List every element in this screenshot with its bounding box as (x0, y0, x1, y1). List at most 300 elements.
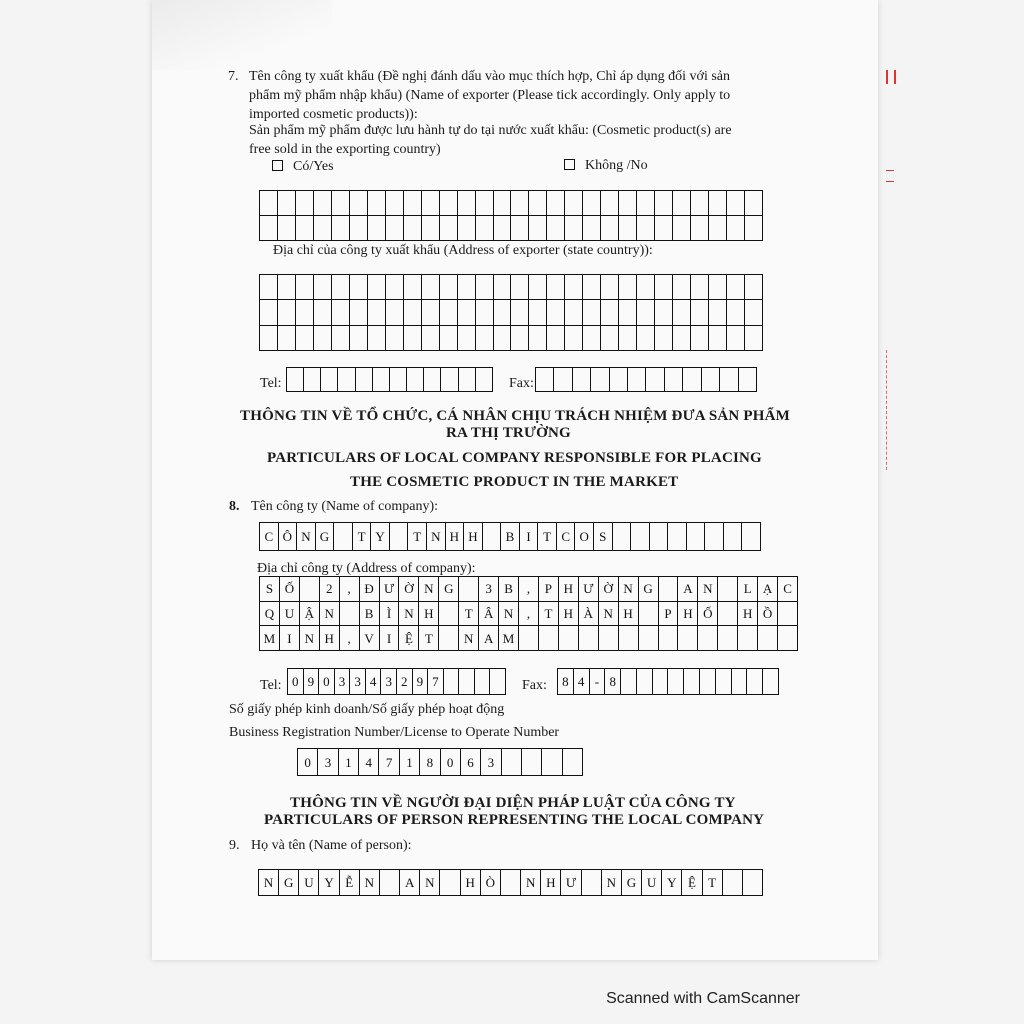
grid-cell[interactable] (511, 300, 529, 325)
grid-cell[interactable] (404, 326, 422, 351)
grid-cell[interactable] (287, 368, 304, 392)
grid-cell[interactable] (278, 300, 296, 325)
grid-cell[interactable] (539, 626, 559, 651)
grid-cell[interactable] (655, 326, 673, 351)
grid-cell[interactable]: 2 (320, 577, 340, 602)
grid-cell[interactable]: 3 (381, 669, 397, 695)
grid-cell[interactable] (380, 870, 400, 896)
grid-cell[interactable] (529, 216, 547, 241)
grid-cell[interactable] (422, 216, 440, 241)
grid-cell[interactable] (386, 216, 404, 241)
grid-cell[interactable] (476, 368, 493, 392)
grid-cell[interactable] (296, 216, 314, 241)
grid-cell[interactable] (536, 368, 554, 392)
grid-cell[interactable] (439, 626, 459, 651)
grid-cell[interactable]: N (599, 602, 619, 627)
grid-cell[interactable] (565, 191, 583, 216)
grid-cell[interactable]: 3 (350, 669, 366, 695)
grid-cell[interactable]: N (499, 602, 519, 627)
grid-cell[interactable] (547, 191, 565, 216)
grid-cell[interactable]: C (557, 523, 576, 551)
grid-cell[interactable]: Ờ (599, 577, 619, 602)
company-fax-grid[interactable] (557, 668, 779, 695)
grid-cell[interactable] (278, 275, 296, 300)
grid-cell[interactable]: S (594, 523, 613, 551)
grid-cell[interactable] (655, 191, 673, 216)
grid-cell[interactable] (583, 275, 601, 300)
grid-cell[interactable] (368, 191, 386, 216)
grid-cell[interactable] (386, 191, 404, 216)
grid-cell[interactable] (601, 191, 619, 216)
grid-cell[interactable]: Y (371, 523, 390, 551)
grid-cell[interactable] (619, 300, 637, 325)
grid-cell[interactable] (655, 300, 673, 325)
grid-cell[interactable] (705, 523, 724, 551)
grid-cell[interactable]: U (280, 602, 300, 627)
grid-cell[interactable] (368, 275, 386, 300)
grid-cell[interactable]: G (622, 870, 642, 896)
grid-cell[interactable]: 3 (335, 669, 351, 695)
grid-cell[interactable] (459, 577, 479, 602)
grid-cell[interactable] (727, 275, 745, 300)
grid-cell[interactable]: H (738, 602, 758, 627)
grid-cell[interactable] (511, 326, 529, 351)
grid-cell[interactable]: G (439, 577, 459, 602)
grid-cell[interactable] (390, 368, 407, 392)
grid-cell[interactable] (637, 300, 655, 325)
grid-cell[interactable] (619, 626, 639, 651)
grid-cell[interactable] (683, 368, 701, 392)
grid-cell[interactable] (296, 300, 314, 325)
grid-cell[interactable]: A (400, 870, 420, 896)
grid-cell[interactable] (745, 326, 763, 351)
grid-cell[interactable]: Ờ (399, 577, 419, 602)
exporter-name-grid[interactable] (259, 190, 763, 241)
grid-cell[interactable] (321, 368, 338, 392)
grid-cell[interactable] (404, 216, 422, 241)
grid-cell[interactable]: Ư (380, 577, 400, 602)
grid-cell[interactable] (350, 216, 368, 241)
grid-cell[interactable] (745, 191, 763, 216)
grid-cell[interactable] (390, 523, 409, 551)
grid-cell[interactable] (278, 216, 296, 241)
grid-cell[interactable] (350, 326, 368, 351)
grid-cell[interactable] (601, 216, 619, 241)
grid-cell[interactable] (583, 300, 601, 325)
grid-cell[interactable]: C (778, 577, 798, 602)
grid-cell[interactable] (673, 300, 691, 325)
grid-cell[interactable]: 7 (428, 669, 444, 695)
grid-cell[interactable] (547, 300, 565, 325)
grid-cell[interactable]: Ì (380, 602, 400, 627)
grid-cell[interactable]: N (420, 870, 440, 896)
grid-cell[interactable] (296, 326, 314, 351)
grid-cell[interactable] (332, 300, 350, 325)
grid-cell[interactable]: À (579, 602, 599, 627)
grid-cell[interactable]: N (427, 523, 446, 551)
grid-cell[interactable]: Q (260, 602, 280, 627)
grid-cell[interactable] (673, 326, 691, 351)
grid-cell[interactable] (542, 749, 562, 776)
grid-cell[interactable]: T (703, 870, 723, 896)
grid-cell[interactable] (547, 216, 565, 241)
grid-cell[interactable] (702, 368, 720, 392)
grid-cell[interactable] (742, 523, 761, 551)
grid-cell[interactable]: T (539, 602, 559, 627)
grid-cell[interactable] (637, 275, 655, 300)
grid-cell[interactable] (314, 326, 332, 351)
grid-cell[interactable] (490, 669, 506, 695)
grid-cell[interactable] (628, 368, 646, 392)
grid-cell[interactable]: H (464, 523, 483, 551)
grid-cell[interactable] (716, 669, 732, 695)
grid-cell[interactable] (631, 523, 650, 551)
grid-cell[interactable]: Đ (360, 577, 380, 602)
grid-cell[interactable]: P (659, 602, 679, 627)
grid-cell[interactable] (522, 749, 542, 776)
grid-cell[interactable] (601, 275, 619, 300)
grid-cell[interactable] (529, 300, 547, 325)
grid-cell[interactable] (653, 669, 669, 695)
grid-cell[interactable] (727, 300, 745, 325)
grid-cell[interactable]: Ệ (682, 870, 702, 896)
grid-cell[interactable] (300, 577, 320, 602)
grid-cell[interactable] (601, 326, 619, 351)
grid-cell[interactable] (582, 870, 602, 896)
grid-cell[interactable] (529, 275, 547, 300)
grid-cell[interactable]: 1 (339, 749, 359, 776)
grid-cell[interactable]: H (559, 577, 579, 602)
grid-cell[interactable] (691, 216, 709, 241)
grid-cell[interactable] (668, 523, 687, 551)
grid-cell[interactable]: N (459, 626, 479, 651)
grid-cell[interactable]: N (619, 577, 639, 602)
grid-cell[interactable]: , (340, 626, 360, 651)
exporter-tel-grid[interactable] (286, 367, 493, 392)
grid-cell[interactable] (332, 191, 350, 216)
grid-cell[interactable] (591, 368, 609, 392)
grid-cell[interactable] (260, 300, 278, 325)
grid-cell[interactable]: G (639, 577, 659, 602)
grid-cell[interactable] (668, 669, 684, 695)
grid-cell[interactable]: H (419, 602, 439, 627)
grid-cell[interactable] (458, 216, 476, 241)
grid-cell[interactable] (691, 300, 709, 325)
grid-cell[interactable] (709, 191, 727, 216)
grid-cell[interactable] (619, 216, 637, 241)
grid-cell[interactable]: M (499, 626, 519, 651)
grid-cell[interactable] (709, 326, 727, 351)
grid-cell[interactable] (476, 275, 494, 300)
grid-cell[interactable]: Â (479, 602, 499, 627)
grid-cell[interactable]: H (619, 602, 639, 627)
grid-cell[interactable]: 8 (420, 749, 440, 776)
grid-cell[interactable] (368, 326, 386, 351)
grid-cell[interactable] (738, 626, 758, 651)
grid-cell[interactable]: Ư (561, 870, 581, 896)
grid-cell[interactable] (619, 326, 637, 351)
grid-cell[interactable]: 3 (318, 749, 338, 776)
yes-option[interactable] (272, 158, 334, 175)
grid-cell[interactable]: U (299, 870, 319, 896)
grid-cell[interactable]: N (521, 870, 541, 896)
grid-cell[interactable] (673, 216, 691, 241)
grid-cell[interactable] (334, 523, 353, 551)
grid-cell[interactable] (494, 191, 512, 216)
grid-cell[interactable]: A (479, 626, 499, 651)
grid-cell[interactable]: N (399, 602, 419, 627)
grid-cell[interactable] (637, 216, 655, 241)
grid-cell[interactable] (501, 870, 521, 896)
grid-cell[interactable]: N (602, 870, 622, 896)
grid-cell[interactable] (459, 669, 475, 695)
grid-cell[interactable] (691, 191, 709, 216)
grid-cell[interactable] (743, 870, 763, 896)
grid-cell[interactable] (691, 275, 709, 300)
grid-cell[interactable] (655, 216, 673, 241)
grid-cell[interactable]: S (260, 577, 280, 602)
grid-cell[interactable] (691, 326, 709, 351)
grid-cell[interactable] (476, 216, 494, 241)
grid-cell[interactable]: N (320, 602, 340, 627)
grid-cell[interactable] (314, 275, 332, 300)
grid-cell[interactable] (529, 191, 547, 216)
grid-cell[interactable] (340, 602, 360, 627)
grid-cell[interactable] (639, 626, 659, 651)
grid-cell[interactable] (637, 326, 655, 351)
grid-cell[interactable] (723, 870, 743, 896)
grid-cell[interactable] (565, 216, 583, 241)
grid-cell[interactable] (304, 368, 321, 392)
grid-cell[interactable] (296, 275, 314, 300)
grid-cell[interactable] (314, 216, 332, 241)
no-option[interactable] (564, 157, 648, 174)
grid-cell[interactable] (350, 275, 368, 300)
grid-cell[interactable] (422, 275, 440, 300)
grid-cell[interactable]: O (575, 523, 594, 551)
grid-cell[interactable] (422, 300, 440, 325)
grid-cell[interactable]: - (590, 669, 606, 695)
grid-cell[interactable] (709, 300, 727, 325)
grid-cell[interactable]: Y (662, 870, 682, 896)
grid-cell[interactable] (511, 275, 529, 300)
grid-cell[interactable] (599, 626, 619, 651)
grid-cell[interactable]: B (501, 523, 520, 551)
grid-cell[interactable] (458, 326, 476, 351)
grid-cell[interactable]: N (419, 577, 439, 602)
grid-cell[interactable]: T (419, 626, 439, 651)
grid-cell[interactable] (459, 368, 476, 392)
grid-cell[interactable]: Ệ (399, 626, 419, 651)
grid-cell[interactable] (511, 191, 529, 216)
grid-cell[interactable]: , (340, 577, 360, 602)
grid-cell[interactable]: , (519, 602, 539, 627)
grid-cell[interactable] (720, 368, 738, 392)
grid-cell[interactable]: H (541, 870, 561, 896)
grid-cell[interactable] (439, 602, 459, 627)
grid-cell[interactable]: H (461, 870, 481, 896)
grid-cell[interactable] (529, 326, 547, 351)
grid-cell[interactable] (778, 626, 798, 651)
grid-cell[interactable] (296, 191, 314, 216)
grid-cell[interactable] (260, 216, 278, 241)
exporter-fax-grid[interactable] (535, 367, 757, 392)
grid-cell[interactable] (673, 191, 691, 216)
grid-cell[interactable]: 1 (400, 749, 420, 776)
grid-cell[interactable] (727, 191, 745, 216)
grid-cell[interactable] (332, 216, 350, 241)
grid-cell[interactable]: 9 (304, 669, 320, 695)
grid-cell[interactable]: H (559, 602, 579, 627)
grid-cell[interactable] (763, 669, 779, 695)
grid-cell[interactable] (494, 275, 512, 300)
grid-cell[interactable] (407, 368, 424, 392)
grid-cell[interactable] (519, 626, 539, 651)
grid-cell[interactable] (739, 368, 757, 392)
grid-cell[interactable]: P (539, 577, 559, 602)
grid-cell[interactable] (368, 216, 386, 241)
grid-cell[interactable] (547, 326, 565, 351)
grid-cell[interactable] (494, 300, 512, 325)
grid-cell[interactable] (350, 191, 368, 216)
grid-cell[interactable]: 3 (481, 749, 501, 776)
grid-cell[interactable] (483, 523, 502, 551)
grid-cell[interactable] (747, 669, 763, 695)
grid-cell[interactable] (573, 368, 591, 392)
grid-cell[interactable]: G (316, 523, 335, 551)
grid-cell[interactable] (444, 669, 460, 695)
grid-cell[interactable]: Y (319, 870, 339, 896)
no-checkbox[interactable] (564, 159, 575, 170)
grid-cell[interactable]: U (642, 870, 662, 896)
grid-cell[interactable] (475, 669, 491, 695)
grid-cell[interactable]: , (519, 577, 539, 602)
person-name-grid[interactable] (258, 869, 763, 896)
grid-cell[interactable] (718, 577, 738, 602)
grid-cell[interactable] (278, 191, 296, 216)
grid-cell[interactable] (476, 326, 494, 351)
grid-cell[interactable] (565, 326, 583, 351)
grid-cell[interactable]: 2 (397, 669, 413, 695)
grid-cell[interactable] (565, 300, 583, 325)
grid-cell[interactable] (332, 275, 350, 300)
grid-cell[interactable] (673, 275, 691, 300)
grid-cell[interactable] (441, 368, 458, 392)
grid-cell[interactable]: Ư (579, 577, 599, 602)
grid-cell[interactable]: Ạ (758, 577, 778, 602)
grid-cell[interactable] (583, 326, 601, 351)
grid-cell[interactable] (718, 602, 738, 627)
grid-cell[interactable] (563, 749, 583, 776)
grid-cell[interactable] (350, 300, 368, 325)
grid-cell[interactable]: 4 (574, 669, 590, 695)
grid-cell[interactable]: N (259, 870, 279, 896)
grid-cell[interactable] (709, 216, 727, 241)
grid-cell[interactable] (745, 275, 763, 300)
grid-cell[interactable]: N (300, 626, 320, 651)
grid-cell[interactable] (687, 523, 706, 551)
grid-cell[interactable]: N (698, 577, 718, 602)
grid-cell[interactable] (700, 669, 716, 695)
grid-cell[interactable] (778, 602, 798, 627)
grid-cell[interactable] (440, 275, 458, 300)
grid-cell[interactable] (368, 300, 386, 325)
grid-cell[interactable]: 0 (288, 669, 304, 695)
grid-cell[interactable] (476, 191, 494, 216)
grid-cell[interactable] (727, 326, 745, 351)
company-address-grid[interactable] (259, 576, 798, 651)
grid-cell[interactable] (698, 626, 718, 651)
grid-cell[interactable] (554, 368, 572, 392)
grid-cell[interactable] (511, 216, 529, 241)
grid-cell[interactable] (727, 216, 745, 241)
grid-cell[interactable]: 3 (479, 577, 499, 602)
grid-cell[interactable] (458, 300, 476, 325)
grid-cell[interactable] (659, 577, 679, 602)
grid-cell[interactable] (356, 368, 373, 392)
grid-cell[interactable] (458, 275, 476, 300)
grid-cell[interactable] (386, 275, 404, 300)
grid-cell[interactable] (659, 626, 679, 651)
yes-checkbox[interactable] (272, 160, 283, 171)
grid-cell[interactable] (422, 191, 440, 216)
grid-cell[interactable] (260, 275, 278, 300)
grid-cell[interactable] (260, 191, 278, 216)
grid-cell[interactable] (758, 626, 778, 651)
grid-cell[interactable]: B (360, 602, 380, 627)
grid-cell[interactable] (650, 523, 669, 551)
grid-cell[interactable] (709, 275, 727, 300)
grid-cell[interactable]: Ô (279, 523, 298, 551)
grid-cell[interactable] (621, 669, 637, 695)
grid-cell[interactable]: 0 (441, 749, 461, 776)
grid-cell[interactable] (583, 216, 601, 241)
grid-cell[interactable] (547, 275, 565, 300)
grid-cell[interactable]: 0 (298, 749, 318, 776)
grid-cell[interactable] (440, 870, 460, 896)
grid-cell[interactable]: N (360, 870, 380, 896)
grid-cell[interactable]: H (678, 602, 698, 627)
grid-cell[interactable] (579, 626, 599, 651)
grid-cell[interactable] (440, 300, 458, 325)
grid-cell[interactable]: H (320, 626, 340, 651)
grid-cell[interactable] (494, 326, 512, 351)
grid-cell[interactable] (404, 300, 422, 325)
grid-cell[interactable] (745, 300, 763, 325)
grid-cell[interactable]: B (499, 577, 519, 602)
grid-cell[interactable]: C (260, 523, 279, 551)
grid-cell[interactable] (639, 602, 659, 627)
grid-cell[interactable]: T (408, 523, 427, 551)
grid-cell[interactable]: I (380, 626, 400, 651)
grid-cell[interactable] (565, 275, 583, 300)
grid-cell[interactable]: T (538, 523, 557, 551)
grid-cell[interactable] (476, 300, 494, 325)
grid-cell[interactable] (278, 326, 296, 351)
grid-cell[interactable] (440, 216, 458, 241)
grid-cell[interactable] (373, 368, 390, 392)
grid-cell[interactable] (718, 626, 738, 651)
grid-cell[interactable]: 7 (379, 749, 399, 776)
grid-cell[interactable] (404, 191, 422, 216)
grid-cell[interactable] (502, 749, 522, 776)
grid-cell[interactable] (732, 669, 748, 695)
grid-cell[interactable] (665, 368, 683, 392)
grid-cell[interactable]: 9 (413, 669, 429, 695)
grid-cell[interactable] (422, 326, 440, 351)
grid-cell[interactable]: 8 (558, 669, 574, 695)
grid-cell[interactable] (404, 275, 422, 300)
